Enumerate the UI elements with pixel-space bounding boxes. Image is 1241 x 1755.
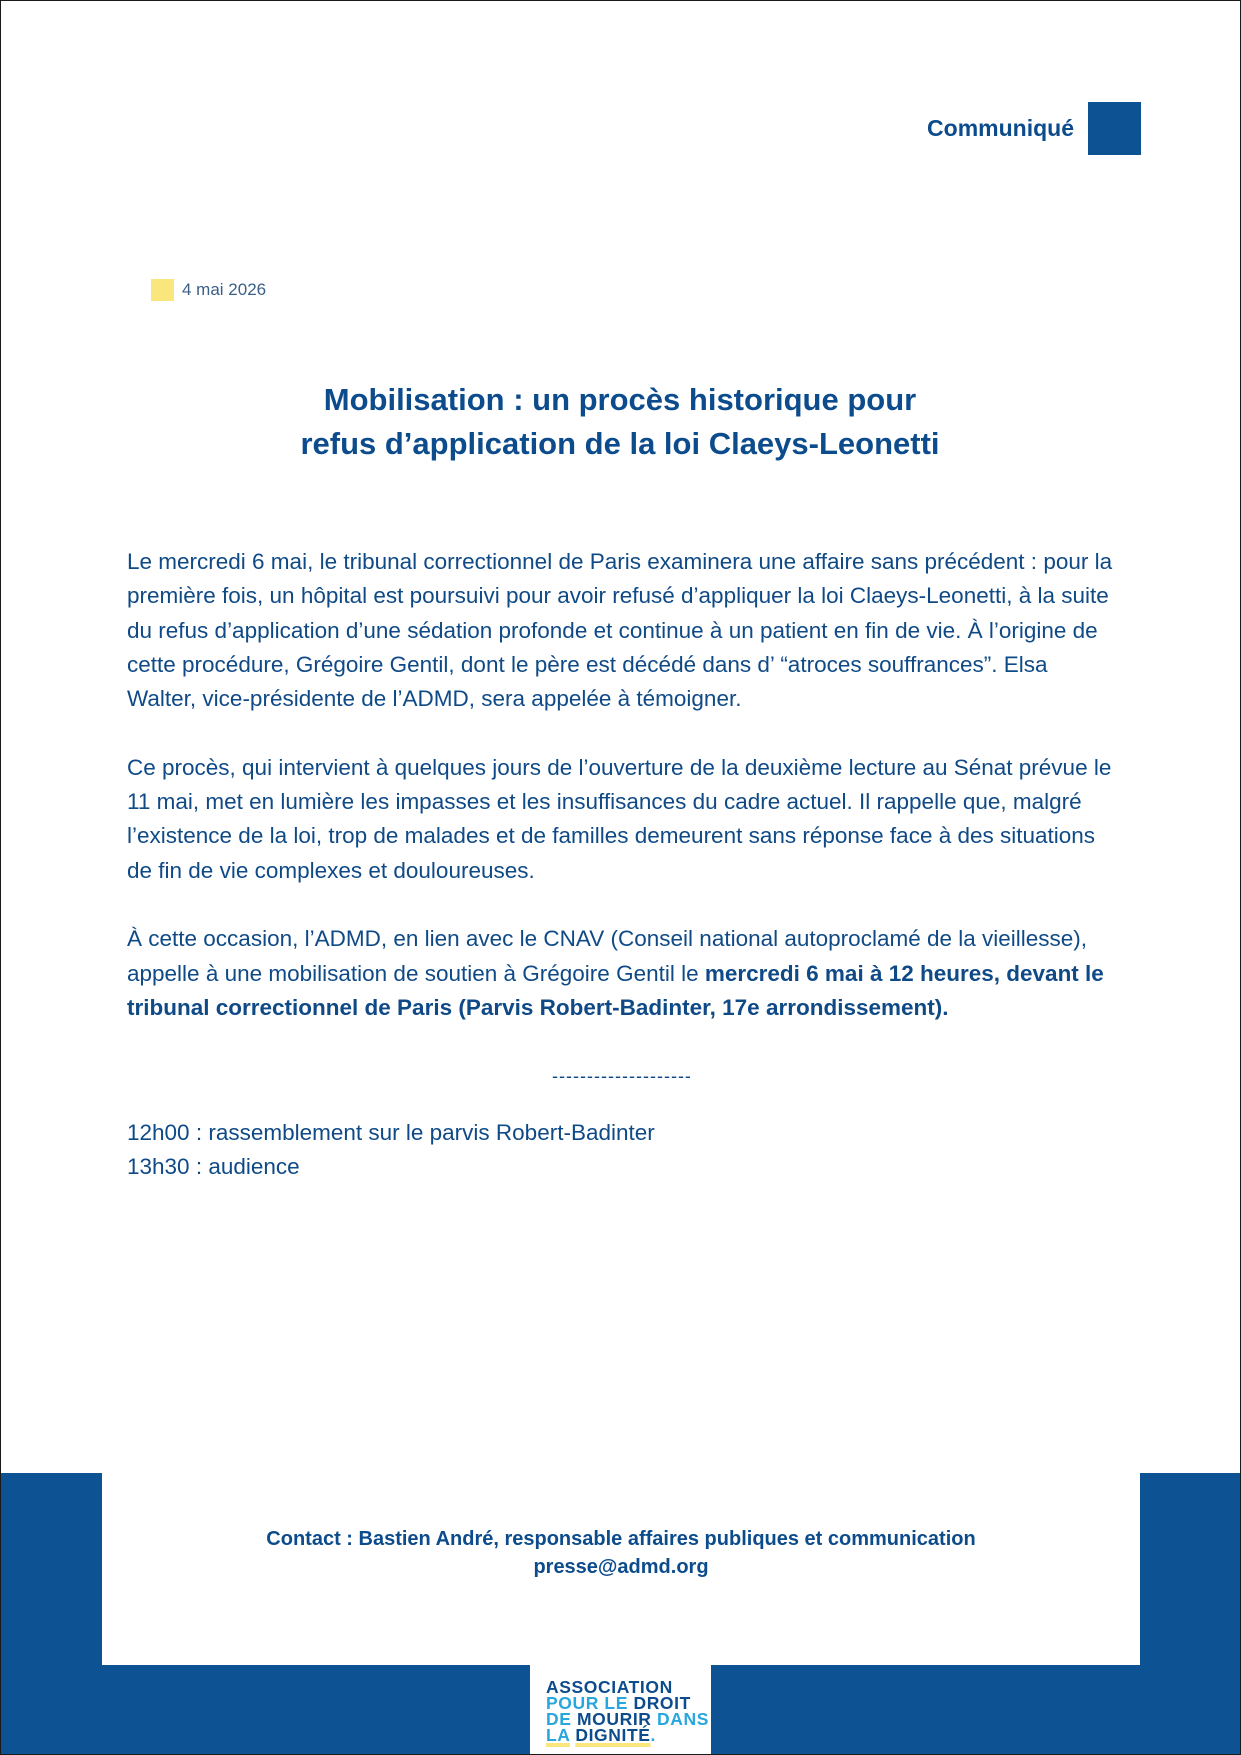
- paragraph-2: Ce procès, qui intervient à quelques jours de l’ouverture de la deuxième lecture au Sénat prévue le 11 mai, met en lumière les impasses et les insuffisances du cadre actuel. Il rappelle que, malgré l’existence de la loi, trop de malades et de familles demeurent sans réponse face à des situations de fin de vie complexes et douloureuses.: [127, 754, 1112, 883]
- schedule-item: 13h30 : audience: [127, 1154, 300, 1180]
- document-type-label: Communiqué: [927, 115, 1074, 141]
- date-marker-square: [151, 279, 174, 301]
- association-logo: [530, 1665, 711, 1755]
- title-line-2: refus d’application de la loi Claeys-Leonetti: [300, 426, 940, 461]
- logo-wordmark: [546, 1679, 709, 1743]
- schedule-list: [127, 1116, 1117, 1185]
- paragraph-1: Le mercredi 6 mai, le tribunal correctionnel de Paris examinera une affaire sans précédent : pour la première fois, un hôpital est poursuivi pour avoir refusé d’appliquer la loi Claeys-Leonetti, à la suite du refus d’application d’une sédation profonde et continue à un patient en fin de vie. À l’origine de cette procédure, Grégoire Gentil, dont le père est décédé dans d’ “atroces souffrances”. Elsa Walter, vice-présidente de l’ADMD, sera appelée à témoigner.: [127, 549, 1113, 712]
- paragraph-3-bold-text: mercredi 6 mai à 12 heures, devant le tribunal correctionnel de Paris (Parvis Robert-Badinter, 17e arrondissement).: [127, 960, 1104, 1020]
- header-accent-square: [1088, 102, 1141, 155]
- contact-email[interactable]: presse@admd.org: [533, 1556, 709, 1578]
- logo-line-2: POUR LE DROIT: [546, 1693, 691, 1713]
- schedule-item: 12h00 : rassemblement sur le parvis Robert-Badinter: [127, 1119, 655, 1145]
- paragraph-3: [127, 922, 1117, 1025]
- date-row: [151, 279, 266, 301]
- body-text: [127, 545, 1117, 1184]
- logo-line-1: ASSOCIATION: [546, 1677, 673, 1697]
- title-line-1: Mobilisation : un procès historique pour: [323, 382, 917, 417]
- contact-line: Contact : Bastien André, responsable affaires publiques et communication: [266, 1528, 976, 1550]
- press-release-title: [120, 378, 1120, 466]
- logo-line-4: LA DIGNITÉ.: [546, 1725, 657, 1745]
- separator-dashes: --------------------: [552, 1066, 692, 1087]
- logo-line-3: DE MOURIR DANS: [546, 1709, 710, 1729]
- contact-block: [102, 1525, 1140, 1581]
- publication-date: 4 mai 2026: [182, 280, 267, 299]
- paragraph-3-text: À cette occasion, l’ADMD, en lien avec le CNAV (Conseil national autoproclamé de la vieillesse), appelle à une mobilisation de soutien à Grégoire Gentil le: [127, 926, 1088, 986]
